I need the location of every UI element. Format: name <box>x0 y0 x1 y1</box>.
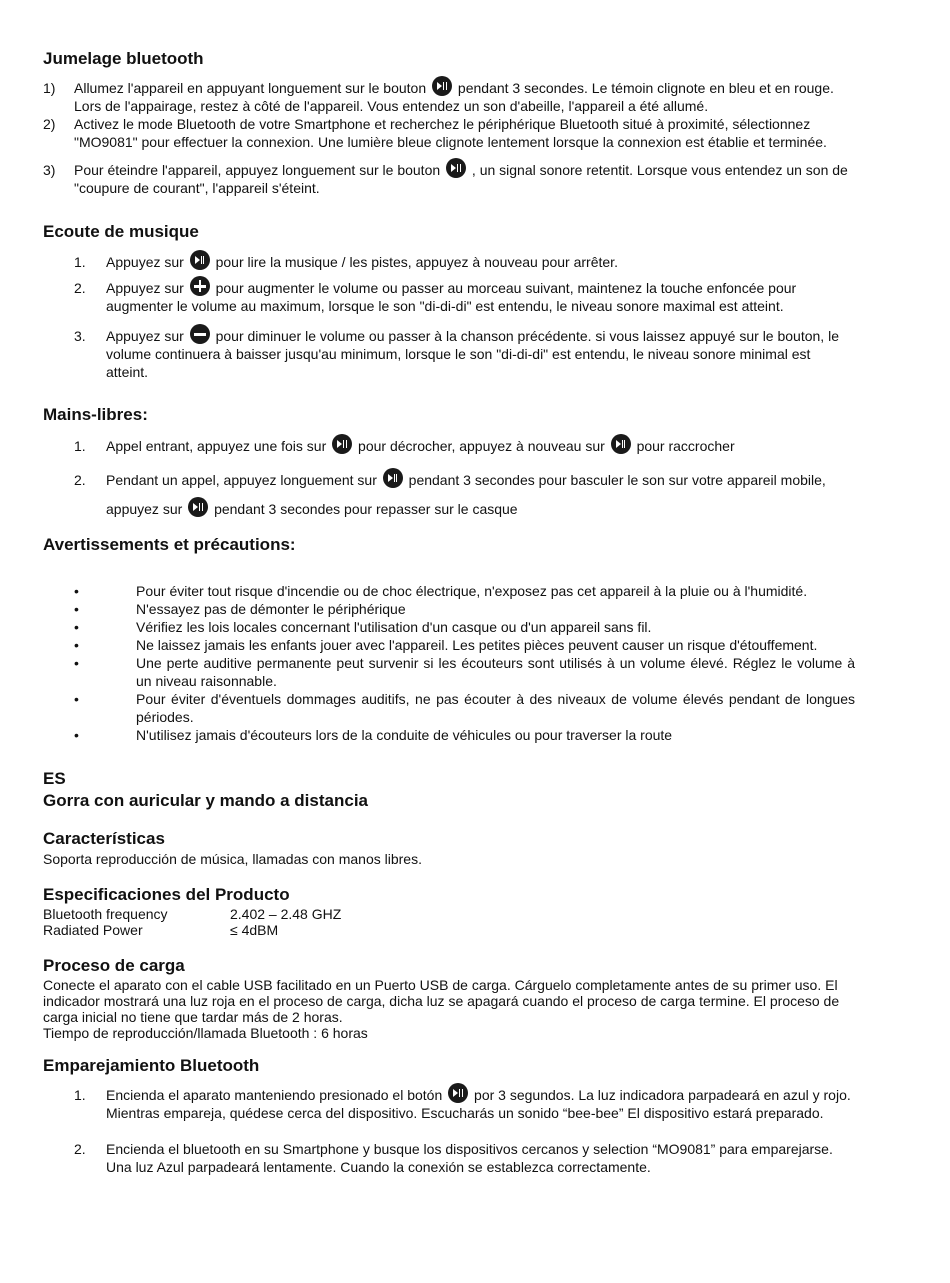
item-number: 1. <box>74 438 86 454</box>
item-text: , un signal sonore retentit. Lorsque vous entendez un son de "coupure de courant", l'appareil s'éteint. <box>74 162 848 196</box>
list-item <box>43 79 855 115</box>
play-pause-icon <box>446 158 466 178</box>
spec-row <box>43 922 855 938</box>
section-title-pairing-es: Emparejamiento Bluetooth <box>43 1056 260 1075</box>
item-text: pendant 3 secondes. Le témoin clignote en bleu et en rouge. Lors de l'appairage, restez à côté de l'appareil. Vous entendez un son d'abeille, l'appareil a été allumé. <box>74 80 834 114</box>
spec-key: Radiated Power <box>43 922 143 938</box>
list-item <box>43 466 855 524</box>
list-item <box>43 115 855 151</box>
list-item: • N'utilisez jamais d'écouteurs lors de la conduite de véhicules ou pour traverser la route <box>12 726 855 744</box>
section-title-pairing-fr: Jumelage bluetooth <box>43 49 204 68</box>
item-text: appuyez sur <box>106 501 183 517</box>
handsfree-list <box>43 437 855 524</box>
list-item <box>43 253 855 271</box>
spec-key: Bluetooth frequency <box>43 906 168 922</box>
item-number: 1. <box>74 254 86 270</box>
item-text: pour raccrocher <box>636 438 735 454</box>
item-number: 2. <box>74 1141 86 1157</box>
play-pause-icon <box>332 434 352 454</box>
item-text: Appuyez sur <box>106 280 184 296</box>
list-item <box>43 279 855 315</box>
manual-page <box>43 48 855 1176</box>
play-pause-icon <box>383 468 403 488</box>
item-text: pour augmenter le volume ou passer au morceau suivant, maintenez la touche enfoncée pour augmenter le volume au maximum, lorsque le son "di-di-di" est entendu, le niveau sonore maximal est atteint. <box>106 280 797 314</box>
spec-value: 2.402 – 2.48 GHZ <box>230 906 342 922</box>
item-text: Encienda el bluetooth en su Smartphone y busque los dispositivos cercanos y selection “MO9081” para emparejarse. Una luz Azul parpadeará lentamente. Cuando la conexión se establezca correctamente. <box>106 1141 833 1175</box>
item-text: Appuyez sur <box>106 254 184 270</box>
section-title-warnings: Avertissements et précautions: <box>43 535 296 554</box>
item-number: 2. <box>74 472 86 488</box>
play-pause-icon <box>190 250 210 270</box>
section-title-handsfree: Mains-libres: <box>43 405 148 424</box>
volume-minus-icon <box>190 324 210 344</box>
item-number: 2) <box>43 116 56 132</box>
language-code: ES <box>43 769 66 788</box>
music-list <box>43 253 855 381</box>
list-item <box>43 327 855 381</box>
item-text: Pendant un appel, appuyez longuement sur <box>106 472 377 488</box>
item-text: pendant 3 secondes pour repasser sur le casque <box>214 501 518 517</box>
es-product-title: Gorra con auricular y mando a distancia <box>43 791 368 810</box>
list-item: • Une perte auditive permanente peut survenir si les écouteurs sont utilisés à un volume élevé. Réglez le volume à un niveau raisonnable. <box>12 654 855 690</box>
pairing-list-fr <box>43 79 855 197</box>
item-number: 3) <box>43 162 56 178</box>
section-title-specs: Especificaciones del Producto <box>43 885 290 904</box>
list-item <box>43 437 855 455</box>
play-pause-icon <box>432 76 452 96</box>
volume-plus-icon <box>190 276 210 296</box>
play-pause-icon <box>448 1083 468 1103</box>
item-text: pour lire la musique / les pistes, appuyez à nouveau pour arrêter. <box>215 254 618 270</box>
section-title-charging: Proceso de carga <box>43 956 185 975</box>
play-pause-icon <box>188 497 208 517</box>
features-text: Soporta reproducción de música, llamadas con manos libres. <box>43 851 422 867</box>
list-item: • Vérifiez les lois locales concernant l'utilisation d'un casque ou d'un appareil sans fil. <box>12 618 855 636</box>
item-number: 1. <box>74 1087 86 1103</box>
section-title-features: Características <box>43 829 165 848</box>
item-text: Activez le mode Bluetooth de votre Smartphone et recherchez le périphérique Bluetooth situé à proximité, sélectionnez "MO9081" pour effectuer la connexion. Une lumière bleue clignote lentement lorsque la connexion est établie et terminée. <box>74 116 827 150</box>
item-text: pour décrocher, appuyez à nouveau sur <box>358 438 605 454</box>
item-text: pour diminuer le volume ou passer à la chanson précédente. si vous laissez appuyé sur le bouton, le volume continuera à baisser jusqu'au minimum, lorsque le son "di-di-di" est entendu, le niveau sonore minimal est atteint. <box>106 328 839 380</box>
list-item: • N'essayez pas de démonter le périphérique <box>12 600 855 618</box>
item-number: 2. <box>74 280 86 296</box>
list-item: • Ne laissez jamais les enfants jouer avec l'appareil. Les petites pièces peuvent causer un risque d'étouffement. <box>12 636 855 654</box>
play-pause-icon <box>611 434 631 454</box>
charging-text: Conecte el aparato con el cable USB facilitado en un Puerto USB de carga. Cárguelo completamente antes de su primer uso. El indicador mostrará una luz roja en el proceso de carga, dicha luz se apagará cuando el proceso de carga termine. El proceso de carga inicial no tiene que tardar más de 2 horas. <box>43 977 840 1025</box>
pairing-list-es <box>43 1086 855 1176</box>
item-text: pendant 3 secondes pour basculer le son sur votre appareil mobile, <box>408 472 826 488</box>
spec-value: ≤ 4dBM <box>230 922 279 938</box>
list-item <box>43 1086 855 1122</box>
list-item: • Pour éviter d'éventuels dommages auditifs, ne pas écouter à des niveaux de volume élevés pendant de longues périodes. <box>12 690 855 726</box>
list-item <box>43 161 855 197</box>
item-text: Encienda el aparato manteniendo presionado el botón <box>106 1087 443 1103</box>
warnings-list <box>43 582 855 744</box>
list-item <box>43 1140 855 1176</box>
item-text: Appuyez sur <box>106 328 184 344</box>
item-number: 3. <box>74 328 86 344</box>
spec-row <box>43 906 855 922</box>
item-text: Pour éteindre l'appareil, appuyez longuement sur le bouton <box>74 162 441 178</box>
section-title-music: Ecoute de musique <box>43 222 199 241</box>
item-text: por 3 segundos. La luz indicadora parpadeará en azul y rojo. Mientras empareja, quédese cerca del dispositivo. Escucharás un sonido “bee-bee” El dispositivo estará preparado. <box>106 1087 851 1121</box>
playtime-text: Tiempo de reproducción/llamada Bluetooth : 6 horas <box>43 1025 368 1041</box>
item-text: Appel entrant, appuyez une fois sur <box>106 438 327 454</box>
list-item: • Pour éviter tout risque d'incendie ou de choc électrique, n'exposez pas cet appareil à la pluie ou à l'humidité. <box>12 582 855 600</box>
spec-table <box>43 906 855 938</box>
item-text: Allumez l'appareil en appuyant longuement sur le bouton <box>74 80 427 96</box>
item-number: 1) <box>43 80 56 96</box>
